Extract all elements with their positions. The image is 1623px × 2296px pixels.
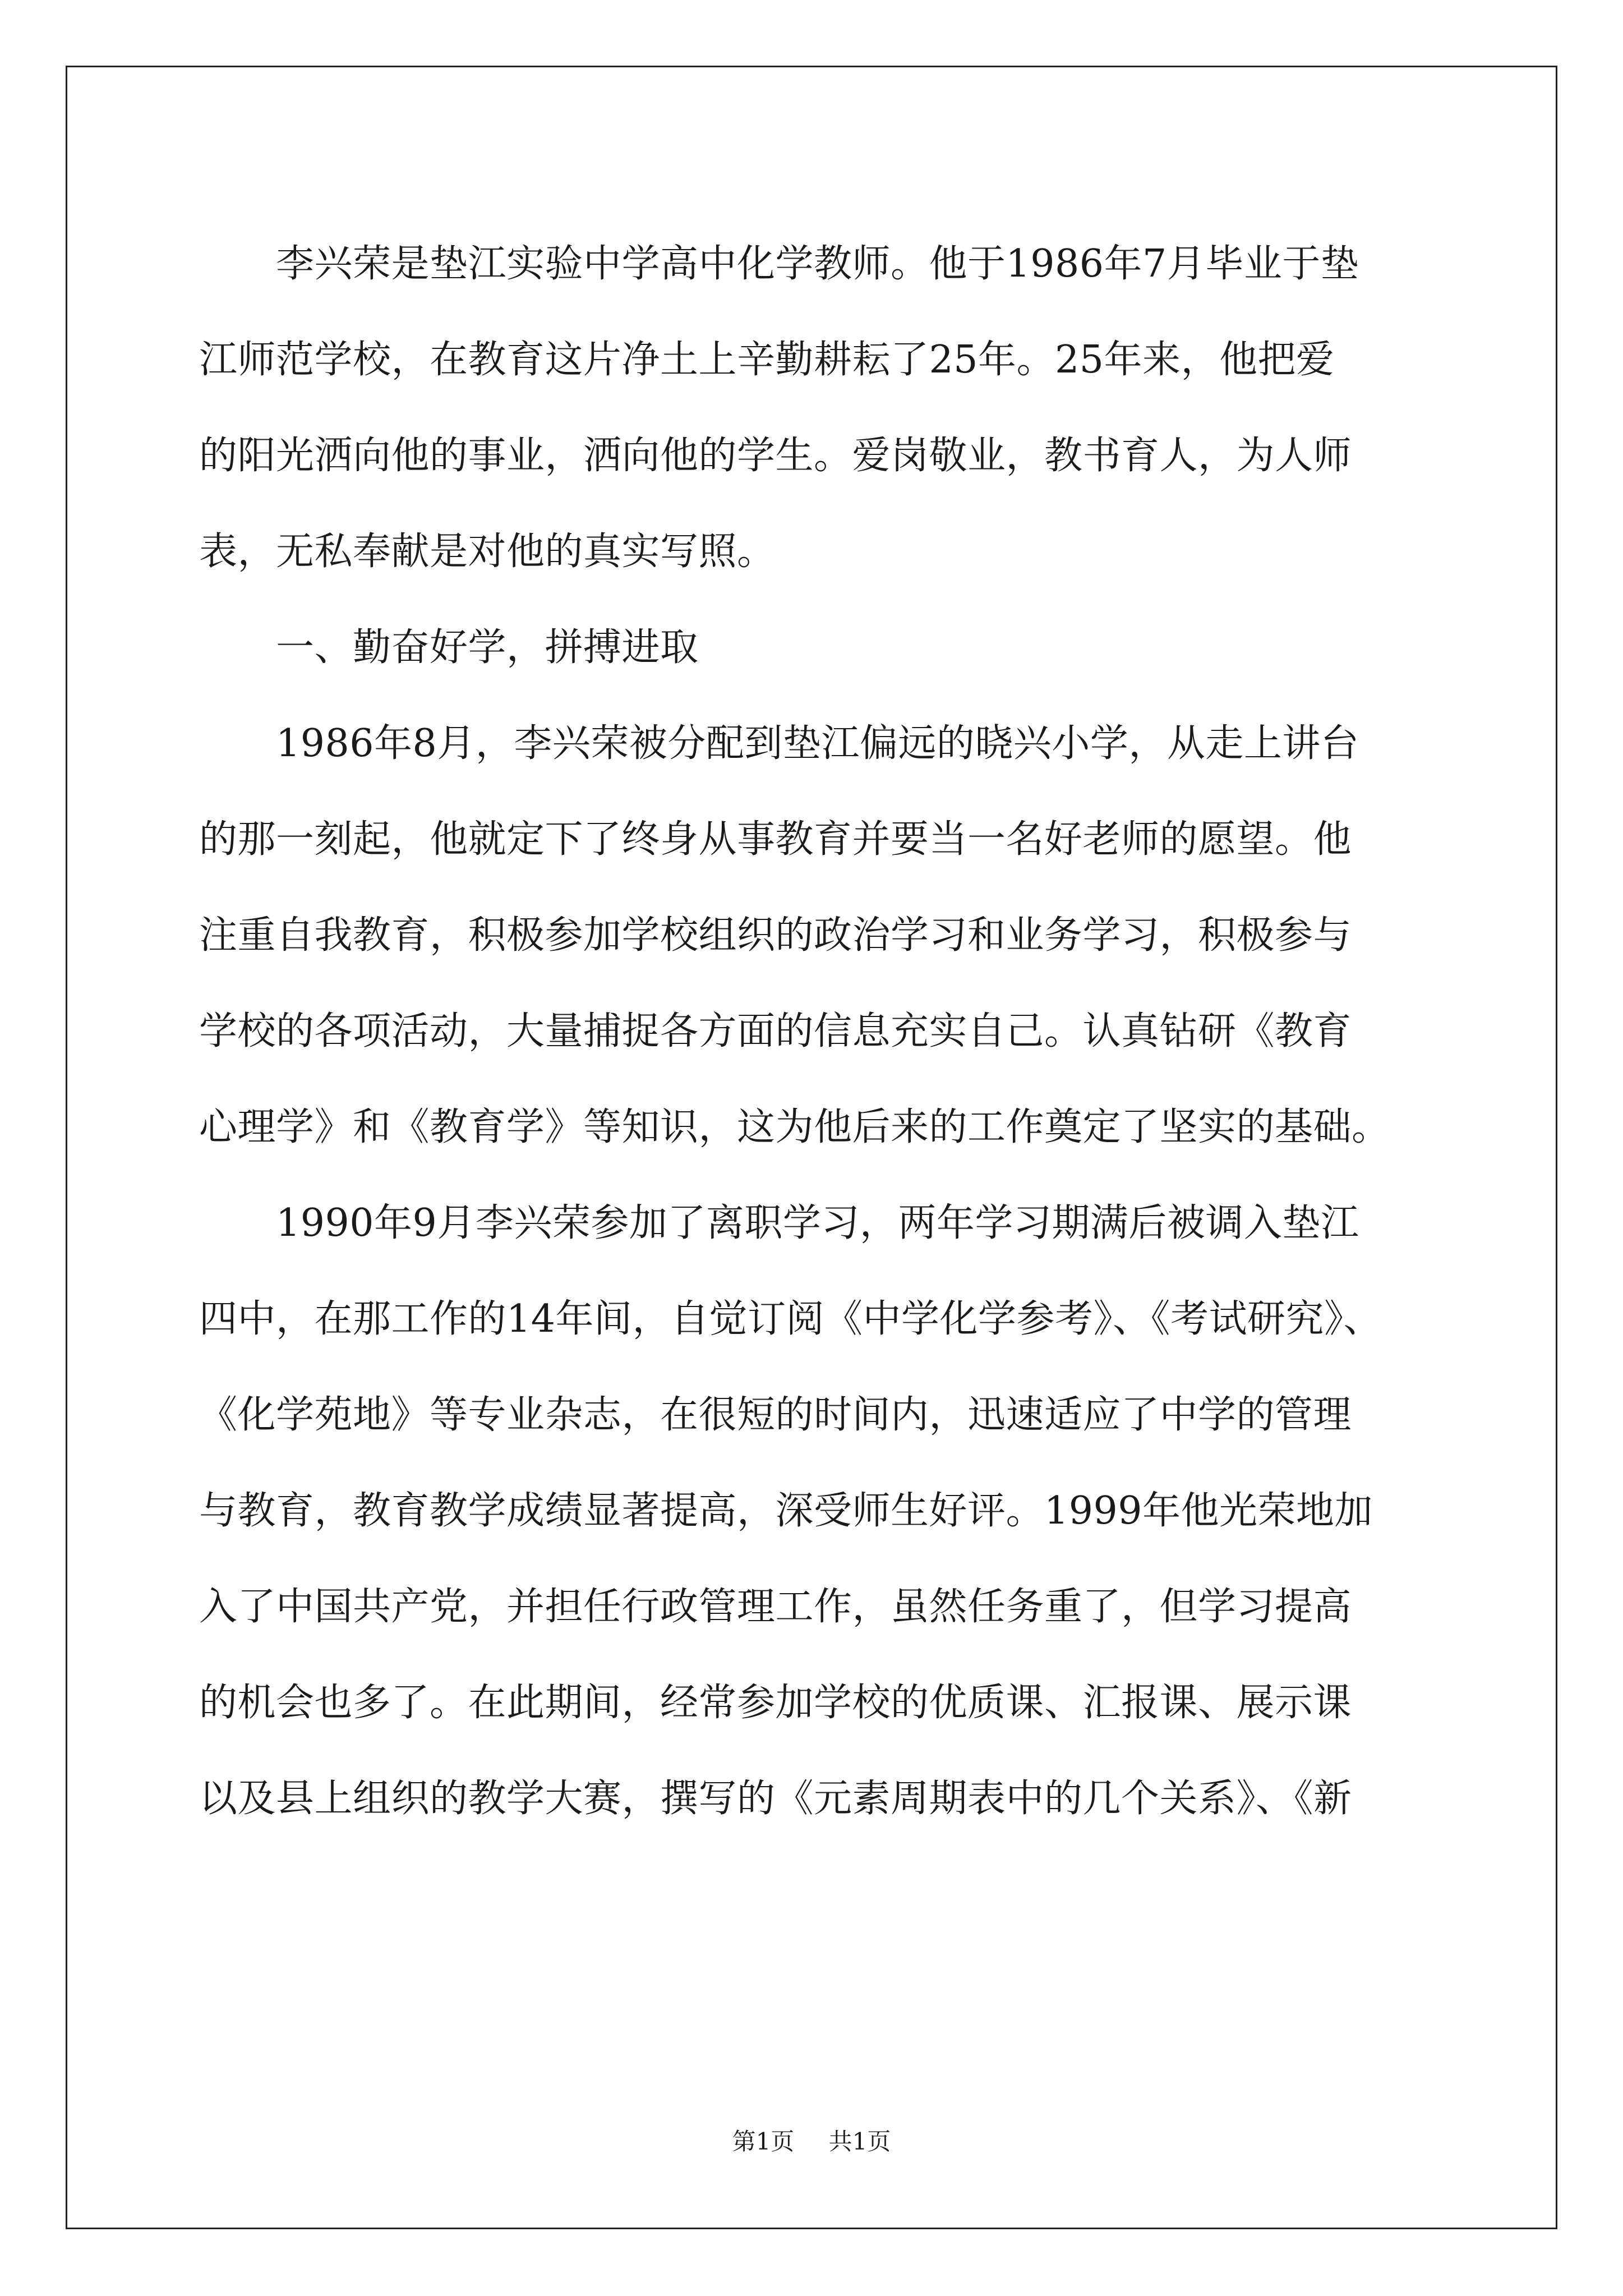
text-line: 1986年8月，李兴荣被分配到垫江偏远的晓兴小学，从走上讲台 bbox=[276, 721, 1359, 766]
page-footer bbox=[0, 2123, 1623, 2157]
text-line: 心理学》和《教育学》等知识，这为他后来的工作奠定了坚实的基础。 bbox=[199, 1105, 1390, 1149]
text-line: 1990年9月李兴荣参加了离职学习，两年学习期满后被调入垫江 bbox=[276, 1201, 1359, 1245]
text-line: 江师范学校，在教育这片净土上辛勤耕耘了25年。25年来，他把爱 bbox=[199, 338, 1335, 382]
text-line: 以及县上组织的教学大赛，撰写的《元素周期表中的几个关系》、《新 bbox=[199, 1777, 1352, 1821]
text-line: 四中，在那工作的14年间，自觉订阅《中学化学参考》、《考试研究》、 bbox=[199, 1297, 1382, 1341]
text-line: 注重自我教育，积极参加学校组织的政治学习和业务学习，积极参与 bbox=[199, 913, 1352, 958]
text-line: 的阳光洒向他的事业，洒向他的学生。爱岗敬业，教书育人，为人师 bbox=[199, 434, 1352, 478]
page-total: 共1页 bbox=[828, 2128, 891, 2155]
text-line: 表，无私奉献是对他的真实写照。 bbox=[199, 530, 776, 574]
text-line: 与教育，教育教学成绩显著提高，深受师生好评。1999年他光荣地加 bbox=[199, 1489, 1373, 1533]
document-body bbox=[199, 216, 1461, 1847]
text-line: 学校的各项活动，大量捕捉各方面的信息充实自己。认真钻研《教育 bbox=[199, 1009, 1352, 1053]
text-line: 的机会也多了。在此期间，经常参加学校的优质课、汇报课、展示课 bbox=[199, 1681, 1352, 1725]
page-number: 第1页 bbox=[732, 2128, 795, 2155]
text-line: 《化学苑地》等专业杂志，在很短的时间内，迅速适应了中学的管理 bbox=[199, 1393, 1352, 1437]
text-line: 李兴荣是垫江实验中学高中化学教师。他于1986年7月毕业于垫 bbox=[276, 242, 1359, 286]
text-line: 一、勤奋好学，拼搏进取 bbox=[276, 625, 699, 670]
text-line: 的那一刻起，他就定下了终身从事教育并要当一名好老师的愿望。他 bbox=[199, 817, 1352, 862]
text-line: 入了中国共产党，并担任行政管理工作，虽然任务重了，但学习提高 bbox=[199, 1585, 1352, 1629]
